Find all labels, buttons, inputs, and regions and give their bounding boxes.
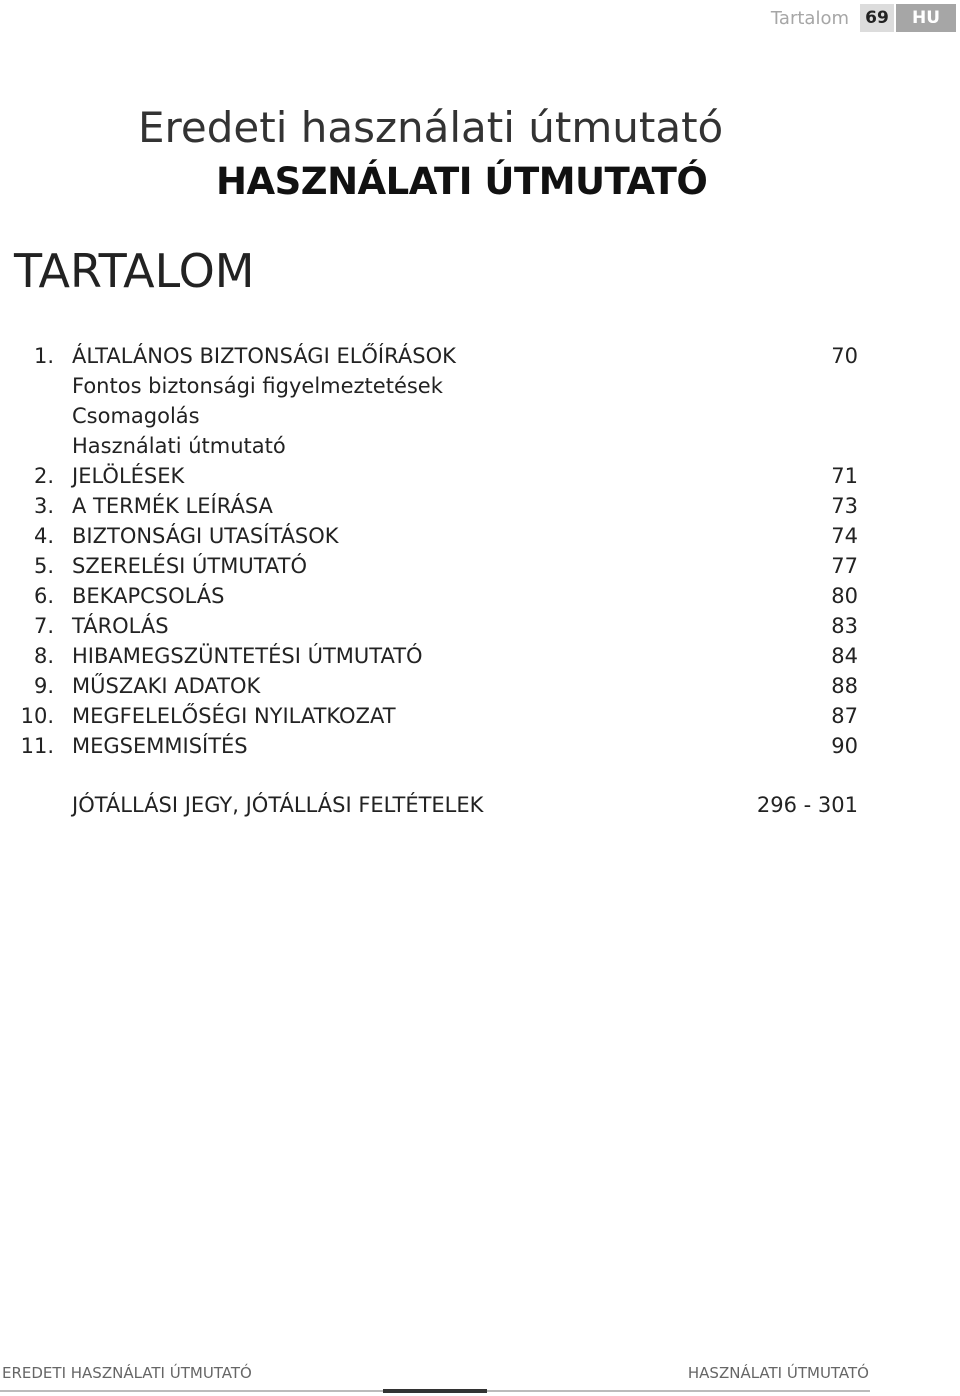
toc-entry-page: 84: [831, 644, 858, 668]
toc-entry-page: 83: [831, 614, 858, 638]
warranty-label: JÓTÁLLÁSI JEGY, JÓTÁLLÁSI FELTÉTELEK: [72, 793, 484, 817]
toc-entry-page: 74: [831, 524, 858, 548]
toc-entry[interactable]: [0, 371, 960, 401]
document-title: Eredeti használati útmutató: [138, 103, 724, 152]
toc-heading: TARTALOM: [14, 244, 255, 298]
header-language-badge: HU: [896, 4, 956, 32]
toc-entry[interactable]: [0, 701, 960, 731]
toc-entry[interactable]: [0, 401, 960, 431]
toc-entry-label: MEGSEMMISÍTÉS: [72, 734, 248, 758]
toc-entry[interactable]: [0, 581, 960, 611]
toc-entry-number: 2.: [33, 464, 54, 488]
toc-entry-label: TÁROLÁS: [72, 614, 169, 638]
document-subtitle: HASZNÁLATI ÚTMUTATÓ: [216, 160, 708, 203]
toc-entry[interactable]: [0, 431, 960, 461]
toc-entry-page: 71: [831, 464, 858, 488]
toc-entry-page: 80: [831, 584, 858, 608]
toc-entry-number: 8.: [33, 644, 54, 668]
header-section-title: Tartalom: [770, 8, 849, 29]
toc-entry-label: Használati útmutató: [72, 434, 286, 458]
footer-left-text: EREDETI HASZNÁLATI ÚTMUTATÓ: [2, 1364, 252, 1382]
toc-entry-warranty[interactable]: [0, 790, 960, 820]
toc-entry[interactable]: [0, 611, 960, 641]
toc-entry-number: 7.: [33, 614, 54, 638]
toc-entry-label: MŰSZAKI ADATOK: [72, 674, 261, 698]
toc-entry[interactable]: [0, 341, 960, 371]
toc-entry[interactable]: [0, 671, 960, 701]
toc-entry-label: ÁLTALÁNOS BIZTONSÁGI ELŐÍRÁSOK: [72, 344, 456, 368]
toc-entry-label: JELÖLÉSEK: [72, 464, 185, 488]
toc-entry-number: 10.: [20, 704, 54, 728]
toc-entry-number: 11.: [20, 734, 54, 758]
header-page-number: 69: [860, 4, 894, 32]
toc-entry-page: 87: [831, 704, 858, 728]
toc-entry[interactable]: [0, 641, 960, 671]
toc-entry-label: A TERMÉK LEÍRÁSA: [72, 494, 273, 518]
toc-entry-number: 4.: [33, 524, 54, 548]
footer-right-text: HASZNÁLATI ÚTMUTATÓ: [687, 1364, 869, 1382]
toc-entry-page: 70: [831, 344, 858, 368]
toc-entry-label: Csomagolás: [72, 404, 200, 428]
warranty-page-range: 296 - 301: [756, 793, 858, 817]
footer-divider-accent: [383, 1389, 487, 1393]
toc-entry-label: Fontos biztonsági figyelmeztetések: [72, 374, 443, 398]
toc-entry[interactable]: [0, 461, 960, 491]
toc-entry-label: MEGFELELŐSÉGI NYILATKOZAT: [72, 704, 396, 728]
toc-entry-page: 73: [831, 494, 858, 518]
toc-entry-page: 90: [831, 734, 858, 758]
toc-entry[interactable]: [0, 491, 960, 521]
toc-entry[interactable]: [0, 521, 960, 551]
toc-entry-label: HIBAMEGSZÜNTETÉSI ÚTMUTATÓ: [72, 644, 423, 668]
toc-entry-page: 77: [831, 554, 858, 578]
toc-entry-page: 88: [831, 674, 858, 698]
table-of-contents: [0, 341, 960, 761]
toc-entry-number: 1.: [33, 344, 54, 368]
toc-entry-label: BEKAPCSOLÁS: [72, 584, 225, 608]
toc-entry[interactable]: [0, 551, 960, 581]
toc-entry-label: BIZTONSÁGI UTASÍTÁSOK: [72, 524, 339, 548]
toc-entry-number: 5.: [33, 554, 54, 578]
toc-entry-number: 9.: [33, 674, 54, 698]
toc-entry[interactable]: [0, 731, 960, 761]
toc-entry-number: 3.: [33, 494, 54, 518]
toc-entry-number: 6.: [33, 584, 54, 608]
toc-entry-label: SZERELÉSI ÚTMUTATÓ: [72, 554, 307, 578]
